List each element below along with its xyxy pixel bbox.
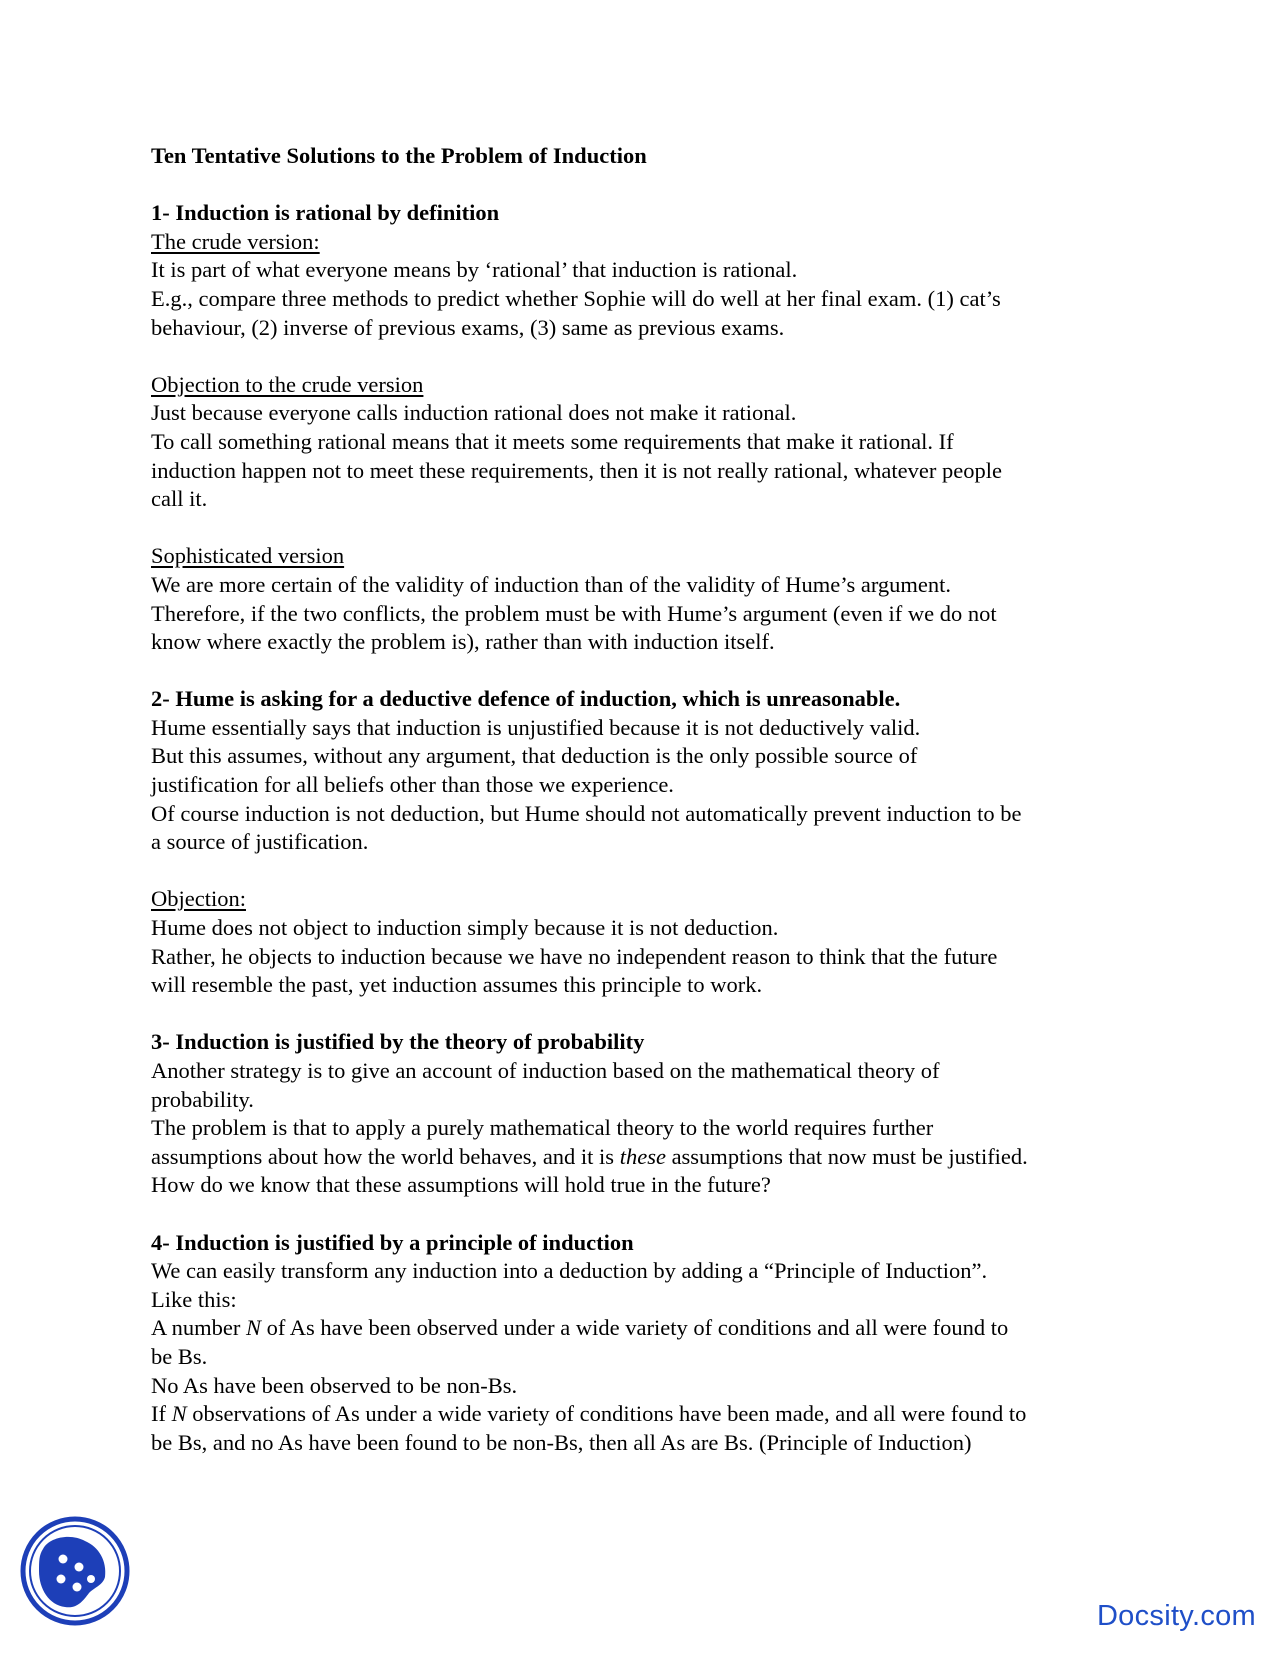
emphasis-these: these — [619, 1143, 666, 1169]
text-run: observations of As under a wide variety of conditions have been made, and all were found to — [186, 1401, 1027, 1427]
paragraph-line: We are more certain of the validity of induction than of the validity of Hume’s argument. — [151, 571, 952, 597]
text-run: If — [151, 1401, 172, 1427]
crude-version-label: The crude version: — [151, 228, 320, 254]
paragraph-line: Therefore, if the two conflicts, the problem must be with Hume’s argument (even if we do not — [151, 600, 997, 626]
docsity-logo-icon — [19, 1515, 131, 1627]
objection-crude-label: Objection to the crude version — [151, 371, 424, 397]
paragraph-line: behaviour, (2) inverse of previous exams, (3) same as previous exams. — [151, 314, 785, 340]
paragraph-line: be Bs. — [151, 1343, 208, 1369]
sophisticated-version-label: Sophisticated version — [151, 543, 345, 569]
docsity-brand-text[interactable]: Docsity.com — [1096, 1600, 1256, 1632]
section-1-heading: 1- Induction is rational by definition — [151, 200, 500, 226]
paragraph-line: Another strategy is to give an account of induction based on the mathematical theory of — [151, 1058, 940, 1083]
section-3-heading: 3- Induction is justified by the theory of probability — [151, 1029, 645, 1055]
paragraph-line: Hume does not object to induction simply because it is not deduction. — [151, 915, 779, 941]
paragraph-line: Like this: — [151, 1286, 237, 1312]
text-run: assumptions about how the world behaves, and it is — [151, 1143, 620, 1169]
paragraph-line: No As have been observed to be non-Bs. — [151, 1372, 518, 1398]
paragraph-line: Rather, he objects to induction because we have no independent reason to think that the future — [151, 943, 998, 969]
paragraph-line: Hume essentially says that induction is unjustified because it is not deductively valid. — [151, 714, 921, 740]
paragraph-line: The problem is that to apply a purely mathematical theory to the world requires further — [151, 1115, 934, 1141]
section-4-heading: 4- Induction is justified by a principle of induction — [151, 1229, 634, 1255]
paragraph-line: know where exactly the problem is), rather than with induction itself. — [151, 629, 775, 655]
paragraph-line: How do we know that these assumptions will hold true in the future? — [151, 1172, 771, 1198]
paragraph-line: It is part of what everyone means by ‘rational’ that induction is rational. — [151, 257, 798, 283]
paragraph-line: a source of justification. — [151, 829, 369, 855]
paragraph-line: E.g., compare three methods to predict whether Sophie will do well at her final exam. (1) cat’s — [151, 285, 1001, 311]
paragraph-line: will resemble the past, yet induction assumes this principle to work. — [151, 972, 763, 998]
paragraph-line: We can easily transform any induction into a deduction by adding a “Principle of Induction”. — [151, 1258, 988, 1284]
emphasis-n: N — [246, 1315, 262, 1341]
section-2-heading: 2- Hume is asking for a deductive defence of induction, which is unreasonable. — [151, 686, 901, 712]
paragraph-line: call it. — [151, 486, 208, 512]
paragraph-line: But this assumes, without any argument, that deduction is the only possible source of — [151, 743, 918, 769]
text-run: assumptions that now must be justified. — [665, 1143, 1028, 1169]
paragraph-line: Of course induction is not deduction, but Hume should not automatically prevent induction to be — [151, 800, 1022, 826]
paragraph-line: be Bs, and no As have been found to be non-Bs, then all As are Bs. (Principle of Induction) — [151, 1429, 972, 1455]
document-title: Ten Tentative Solutions to the Problem of Induction — [151, 143, 647, 168]
paragraph-line: justification for all beliefs other than those we experience. — [151, 772, 674, 798]
paragraph-line: Just because everyone calls induction rational does not make it rational. — [151, 400, 797, 426]
paragraph-line — [151, 1143, 1141, 1172]
objection-label: Objection: — [151, 886, 246, 912]
emphasis-n: N — [171, 1401, 187, 1427]
paragraph-line — [151, 1400, 1141, 1429]
paragraph-line: probability. — [151, 1086, 254, 1112]
document-page — [151, 142, 1141, 1457]
paragraph-line: To call something rational means that it meets some requirements that make it rational. If — [151, 428, 954, 454]
paragraph-line — [151, 1314, 1141, 1343]
text-run: A number — [151, 1315, 246, 1341]
text-run: of As have been observed under a wide variety of conditions and all were found to — [261, 1315, 1009, 1341]
paragraph-line: induction happen not to meet these requirements, then it is not really rational, whatever people — [151, 457, 1002, 483]
